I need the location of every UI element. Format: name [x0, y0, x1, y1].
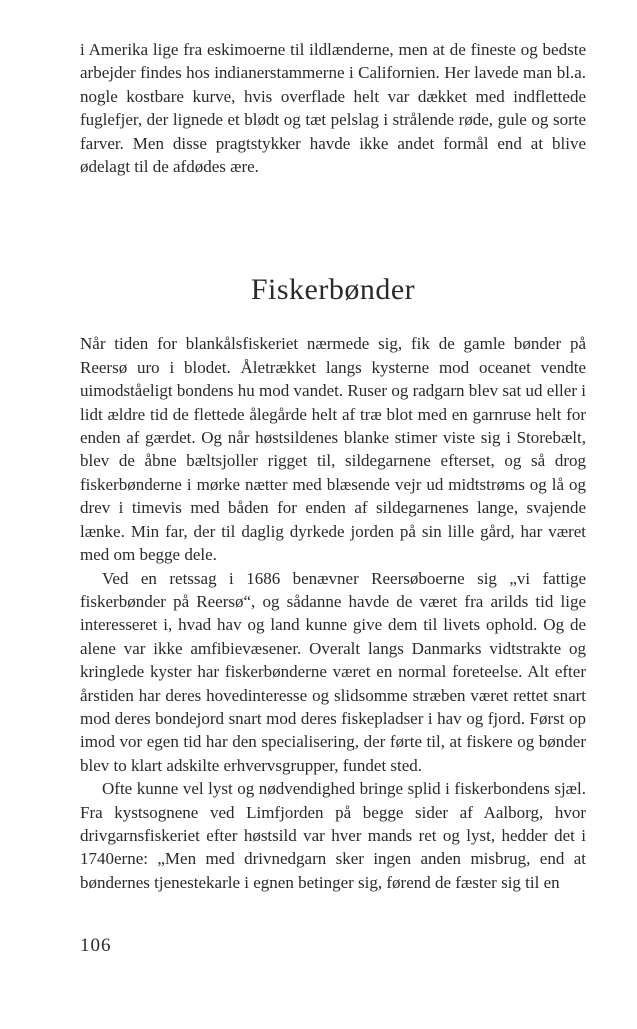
body-paragraph-2: Ved en retssag i 1686 benævner Reersøboerne sig „vi fattige fiskerbønder på Reersø“, og sådanne havde de været fra arilds tid lige interesseret i, hvad hav og land kunne give dem til livets ophold. Og de alene var ikke amfibievæsener. Overalt langs Danmarks vidtstrakte og kringlede kyster har fiskerbønderne været en normal foreteelse. Alt efter årstiden har deres hovedinteresse og slidsomme stræben været rettet snart mod deres bondejord snart mod deres fiskepladser i hav og fjord. Først op imod vor egen tid har den specialisering, der førte til, at fiskere og bønder blev to klart adskilte erhvervsgrupper, fundet sted.: [80, 568, 586, 775]
intro-paragraph: i Amerika lige fra eskimoerne til ildlænderne, men at de fineste og bedste arbejder findes hos indianerstammerne i Californien. Her lavede man bl.a. nogle kostbare kurve, hvis overflade helt var dækket med indflettede fuglefjer, der lignede et blødt og tæt pelslag i strålende røde, gule og sorte farver. Men disse pragtstykker havde ikke andet formål end at blive ødelagt til de afdødes ære.: [80, 40, 586, 177]
page-number: 106: [80, 935, 112, 956]
section-heading: Fiskerbønder: [250, 273, 416, 307]
book-page: [80, 38, 586, 894]
body-paragraph-1: Når tiden for blankålsfiskeriet nærmede sig, fik de gamle bønder på Reersø uro i blodet. Åletrækket langs kysterne mod oceanet vendte uimodståeligt bondens hu mod vandet. Ruser og radgarn blev sat ud eller i lidt ældre tid de flettede ålegårde helt af træ blot med en garnruse helt for enden af gærdet. Og når høstsildenes blanke stimer viste sig i Storebælt, blev de åbne bæltsjoller rigget til, sildegarnene efterset, og så drog fiskerbønderne i mørke nætter med blæsende vejr ud midtstrøms og lå og drev i timevis med båden for enden af sildegarnenes lange, svajende lænke. Min far, der til daglig dyrkede jorden på sin lille gård, har været med om begge dele.: [80, 334, 586, 565]
body-paragraph-3: Ofte kunne vel lyst og nødvendighed bringe splid i fiskerbondens sjæl. Fra kystsognene ved Limfjorden på begge sider af Aalborg, hvor drivgarnsfiskeriet efter høstsild var hver mands ret og lyst, hedder det i 1740erne: „Men med drivnedgarn sker ingen anden misbrug, end at bøndernes tjenestekarle i egnen betinger sig, førend de fæster sig til en: [80, 779, 586, 892]
